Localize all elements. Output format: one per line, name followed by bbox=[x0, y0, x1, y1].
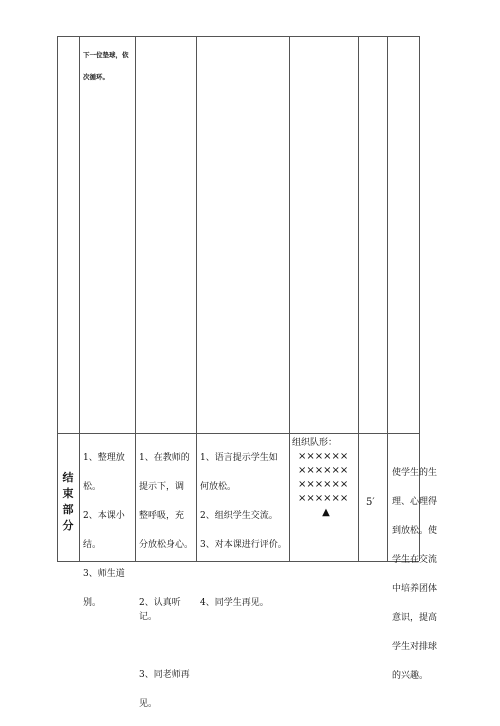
text-line: 2、组织学生交流。 bbox=[200, 510, 278, 521]
student-row: ×××××× bbox=[298, 465, 349, 476]
text-line: 学生在交流 bbox=[392, 554, 438, 565]
text-line: 意识，提高 bbox=[392, 612, 438, 623]
text-line: 1、整理放 bbox=[83, 452, 125, 463]
label-char: 分 bbox=[62, 519, 74, 532]
end-purpose bbox=[392, 451, 442, 698]
text-line: 学生对排球 bbox=[392, 641, 438, 652]
text-line: 2、认真听记。 bbox=[139, 597, 181, 622]
end-time: 5′ bbox=[366, 497, 375, 508]
text-line bbox=[200, 567, 289, 582]
col-line-5 bbox=[289, 36, 290, 561]
student-row: ×××××× bbox=[298, 479, 349, 490]
top-teaching-content bbox=[83, 39, 133, 94]
text-line: 提示下，调 bbox=[139, 481, 185, 492]
label-char: 部 bbox=[62, 503, 74, 516]
text-line: 何放松。 bbox=[200, 481, 237, 492]
student-row: ×××××× bbox=[298, 493, 349, 504]
text-line: 到放松。使 bbox=[392, 525, 438, 536]
section-label-end bbox=[60, 470, 76, 534]
teacher-triangle-icon: ▲ bbox=[322, 507, 330, 518]
text-line: 松。 bbox=[83, 481, 102, 492]
text-line bbox=[139, 567, 196, 582]
formation-title: 组织队形： bbox=[292, 438, 338, 448]
formation-grid bbox=[292, 450, 358, 520]
student-row: ×××××× bbox=[298, 451, 349, 462]
text-line: 使学生的生 bbox=[392, 467, 438, 478]
end-teaching-content bbox=[83, 436, 135, 625]
end-student-activity bbox=[139, 436, 196, 726]
col-line-3 bbox=[135, 36, 136, 561]
text-line bbox=[139, 639, 196, 654]
text-line: 2、本课小 bbox=[83, 510, 125, 521]
section-divider bbox=[57, 433, 419, 434]
text-line: 3、对本课进行评价。 bbox=[200, 539, 287, 550]
text-line: 分放松身心。 bbox=[139, 539, 194, 550]
text-line: 别。 bbox=[83, 597, 102, 608]
col-line-2 bbox=[79, 36, 80, 561]
col-line-4 bbox=[196, 36, 197, 561]
text-line: 结。 bbox=[83, 539, 102, 550]
col-line-6 bbox=[358, 36, 359, 561]
end-teacher-guidance bbox=[200, 436, 289, 625]
text-line: 见。 bbox=[139, 699, 158, 709]
col-line-7 bbox=[387, 36, 388, 561]
text-line: 3、师生道 bbox=[83, 568, 125, 579]
text-line: 理、心理得 bbox=[392, 496, 438, 507]
label-char: 束 bbox=[62, 487, 74, 500]
end-organization-formation bbox=[292, 436, 358, 520]
text-line: 的兴趣。 bbox=[392, 670, 429, 681]
text-line: 中培养团体 bbox=[392, 583, 438, 594]
label-char: 结 bbox=[62, 471, 74, 484]
text-line: 1、在教师的 bbox=[139, 452, 190, 463]
text-line: 1、语言提示学生如 bbox=[200, 452, 278, 463]
table-top-border bbox=[57, 36, 419, 37]
text-line: 下一位垫球，依 bbox=[83, 51, 129, 59]
text-line: 整呼吸，充 bbox=[139, 510, 185, 521]
text-line: 次循环。 bbox=[83, 73, 109, 81]
col-line-1 bbox=[57, 36, 58, 561]
text-line: 4、同学生再见。 bbox=[200, 597, 269, 608]
text-line: 3、同老师再 bbox=[139, 670, 190, 680]
